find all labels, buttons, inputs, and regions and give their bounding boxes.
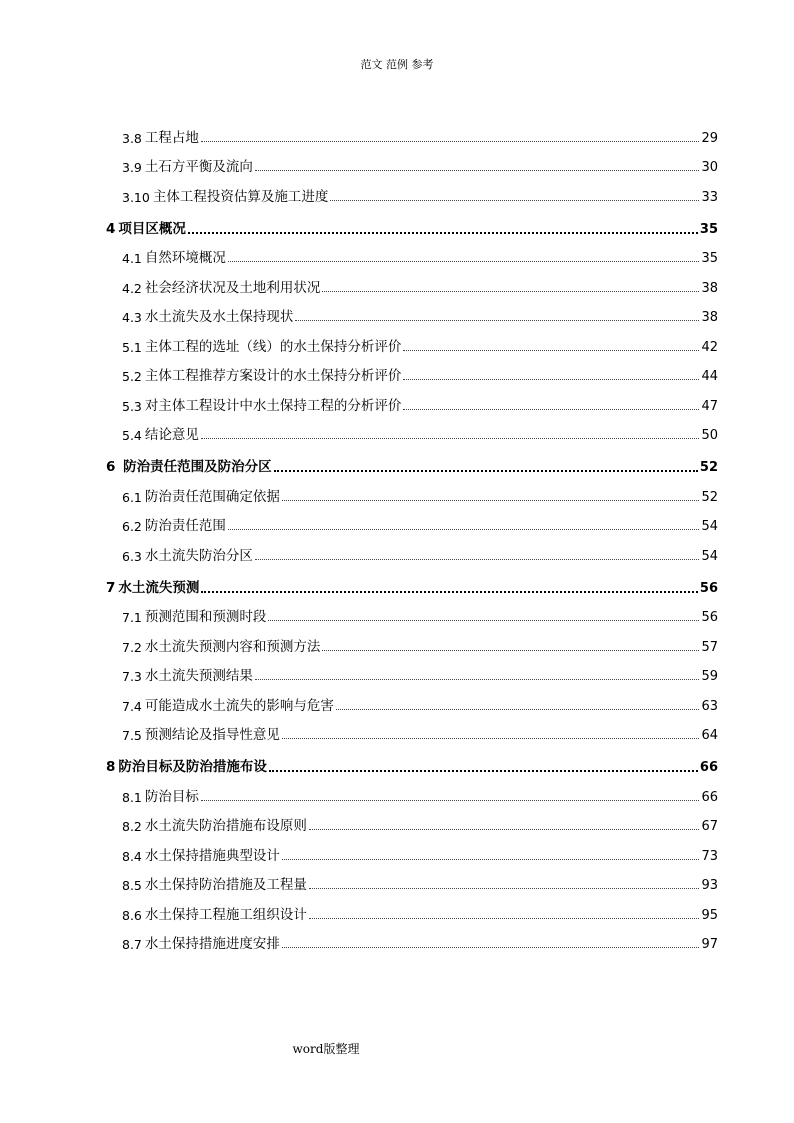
toc-entry-title: 可能造成水土流失的影响与危害 xyxy=(144,697,334,714)
toc-entry-number: 7.1 xyxy=(122,610,142,625)
toc-page-number: 35 xyxy=(699,221,718,237)
toc-dot-leader xyxy=(188,232,698,234)
toc-entry-title: 工程占地 xyxy=(144,129,199,146)
toc-dot-leader xyxy=(268,620,699,621)
toc-section-entry[interactable] xyxy=(106,596,718,626)
toc-dot-leader xyxy=(403,409,699,410)
toc-section-entry[interactable] xyxy=(106,116,718,146)
toc-section-entry[interactable] xyxy=(106,775,718,805)
toc-entry-number: 7.3 xyxy=(122,669,142,684)
toc-entry-number: 8.6 xyxy=(122,907,142,923)
toc-dot-leader xyxy=(336,709,700,710)
toc-entry-title: 水土流失预测结果 xyxy=(144,668,253,684)
toc-entry-number: 4 xyxy=(106,220,116,237)
toc-dot-leader xyxy=(330,200,699,201)
toc-entry-number: 6.3 xyxy=(122,548,142,564)
toc-entry-number: 6.2 xyxy=(122,519,142,534)
toc-entry-title: 结论意见 xyxy=(144,427,199,443)
toc-page-number: 54 xyxy=(701,519,718,534)
toc-page-number: 54 xyxy=(701,548,718,564)
toc-entry-title: 自然环境概况 xyxy=(144,250,226,266)
toc-dot-leader xyxy=(282,500,700,501)
toc-dot-leader xyxy=(282,738,700,739)
toc-entry-title: 预测结论及指导性意见 xyxy=(144,727,280,743)
toc-page-number: 66 xyxy=(701,789,718,805)
toc-entry-number: 4.1 xyxy=(122,251,142,266)
toc-section-entry[interactable] xyxy=(106,923,718,953)
toc-entry-title: 土石方平衡及流向 xyxy=(144,159,253,175)
toc-page-number: 73 xyxy=(701,848,718,864)
toc-section-entry[interactable] xyxy=(106,805,718,835)
toc-chapter-entry[interactable] xyxy=(106,205,718,237)
toc-dot-leader xyxy=(295,320,699,321)
toc-entry-number: 5.3 xyxy=(122,398,142,414)
toc-section-entry[interactable] xyxy=(106,266,718,296)
toc-entry-number: 6.1 xyxy=(122,489,142,505)
toc-dot-leader xyxy=(322,291,699,292)
toc-section-entry[interactable] xyxy=(106,384,718,414)
toc-dot-leader xyxy=(309,918,700,919)
toc-entry-title: 防治责任范围 xyxy=(144,518,226,534)
toc-entry-title: 社会经济状况及土地利用状况 xyxy=(144,279,321,296)
table-of-contents xyxy=(106,116,718,952)
toc-dot-leader xyxy=(228,261,700,262)
toc-entry-number: 8.2 xyxy=(122,819,142,834)
toc-entry-number: 3.9 xyxy=(122,160,142,175)
toc-entry-title: 防治责任范围及防治分区 xyxy=(118,459,272,475)
toc-entry-title: 主体工程推荐方案设计的水土保持分析评价 xyxy=(144,368,402,384)
toc-entry-number: 5.1 xyxy=(122,339,142,355)
toc-entry-title: 水土保持工程施工组织设计 xyxy=(144,906,307,923)
toc-entry-number: 5.4 xyxy=(122,428,142,443)
toc-entry-number: 5.2 xyxy=(122,369,142,384)
toc-page-number: 47 xyxy=(701,398,718,414)
toc-entry-title: 水土流失及水土保持现状 xyxy=(144,309,294,325)
toc-entry-title: 对主体工程设计中水土保持工程的分析评价 xyxy=(144,397,402,414)
toc-entry-title: 水土流失预测内容和预测方法 xyxy=(144,638,321,655)
toc-section-entry[interactable] xyxy=(106,296,718,326)
toc-chapter-entry[interactable] xyxy=(106,443,718,475)
toc-dot-leader xyxy=(201,800,700,801)
page-footer: word版整理 xyxy=(292,1042,360,1056)
toc-dot-leader xyxy=(269,770,698,772)
toc-dot-leader xyxy=(228,529,700,530)
toc-chapter-entry[interactable] xyxy=(106,743,718,775)
toc-section-entry[interactable] xyxy=(106,625,718,655)
toc-page-number: 63 xyxy=(701,698,718,714)
toc-section-entry[interactable] xyxy=(106,237,718,267)
toc-page-number: 57 xyxy=(701,639,718,655)
toc-section-entry[interactable] xyxy=(106,893,718,923)
toc-dot-leader xyxy=(255,679,700,680)
toc-section-entry[interactable] xyxy=(106,475,718,505)
toc-dot-leader xyxy=(274,470,698,472)
toc-page-number: 42 xyxy=(701,339,718,355)
toc-section-entry[interactable] xyxy=(106,714,718,744)
toc-page-number: 56 xyxy=(699,580,718,596)
toc-page-number: 67 xyxy=(701,819,718,834)
toc-entry-number: 7.5 xyxy=(122,728,142,743)
toc-dot-leader xyxy=(201,591,698,593)
toc-entry-number: 4.3 xyxy=(122,310,142,325)
toc-page-number: 33 xyxy=(701,189,718,205)
toc-dot-leader xyxy=(201,141,700,142)
toc-entry-title: 水土流失防治措施布设原则 xyxy=(144,818,307,834)
toc-entry-number: 8.1 xyxy=(122,789,142,805)
toc-page-number: 93 xyxy=(701,878,718,893)
toc-page-number: 44 xyxy=(701,369,718,384)
toc-dot-leader xyxy=(322,650,699,651)
toc-dot-leader xyxy=(282,947,700,948)
toc-dot-leader xyxy=(201,438,700,439)
toc-page-number: 66 xyxy=(699,760,718,775)
toc-entry-number: 4.2 xyxy=(122,280,142,296)
toc-section-entry[interactable] xyxy=(106,325,718,355)
toc-section-entry[interactable] xyxy=(106,355,718,385)
toc-section-entry[interactable] xyxy=(106,534,718,564)
toc-entry-number: 8.5 xyxy=(122,878,142,893)
toc-dot-leader xyxy=(309,888,700,889)
toc-dot-leader xyxy=(403,350,699,351)
toc-entry-title: 水土保持措施进度安排 xyxy=(144,936,280,952)
toc-dot-leader xyxy=(403,379,699,380)
toc-entry-number: 7.2 xyxy=(122,639,142,655)
toc-entry-title: 主体工程投资估算及施工进度 xyxy=(152,188,329,205)
toc-page-number: 50 xyxy=(701,428,718,443)
toc-entry-title: 防治目标及防治措施布设 xyxy=(118,759,267,775)
toc-entry-title: 防治目标 xyxy=(144,788,199,805)
toc-page-number: 38 xyxy=(701,310,718,325)
toc-dot-leader xyxy=(282,859,700,860)
toc-entry-number: 7.4 xyxy=(122,698,142,714)
toc-page-number: 52 xyxy=(701,489,718,505)
toc-section-entry[interactable] xyxy=(106,684,718,714)
page-header: 范文 范例 参考 xyxy=(360,58,434,71)
toc-entry-title: 防治责任范围确定依据 xyxy=(144,488,280,505)
toc-page-number: 29 xyxy=(701,130,718,146)
toc-section-entry[interactable] xyxy=(106,414,718,444)
toc-section-entry[interactable] xyxy=(106,505,718,535)
toc-page-number: 35 xyxy=(701,251,718,266)
toc-section-entry[interactable] xyxy=(106,864,718,894)
toc-entry-title: 预测范围和预测时段 xyxy=(144,609,267,625)
toc-dot-leader xyxy=(255,559,700,560)
toc-entry-number: 3.10 xyxy=(122,189,150,205)
toc-chapter-entry[interactable] xyxy=(106,564,718,596)
toc-section-entry[interactable] xyxy=(106,146,718,176)
toc-entry-title: 主体工程的选址（线）的水土保持分析评价 xyxy=(144,338,402,355)
toc-entry-title: 水土保持防治措施及工程量 xyxy=(144,877,307,893)
toc-dot-leader xyxy=(309,829,700,830)
toc-entry-number: 8 xyxy=(106,759,116,775)
toc-section-entry[interactable] xyxy=(106,655,718,685)
toc-section-entry[interactable] xyxy=(106,834,718,864)
toc-section-entry[interactable] xyxy=(106,175,718,205)
toc-page-number: 52 xyxy=(699,460,718,475)
toc-entry-title: 水土流失防治分区 xyxy=(144,547,253,564)
toc-entry-number: 7 xyxy=(106,579,116,596)
toc-page-number: 30 xyxy=(701,160,718,175)
toc-entry-title: 水土保持措施典型设计 xyxy=(144,847,280,864)
toc-page-number: 64 xyxy=(701,728,718,743)
toc-entry-number: 3.8 xyxy=(122,130,142,146)
toc-entry-title: 项目区概况 xyxy=(118,220,186,237)
toc-entry-number: 8.4 xyxy=(122,848,142,864)
toc-entry-title: 水土流失预测 xyxy=(118,579,200,596)
toc-page-number: 97 xyxy=(701,937,718,952)
toc-entry-number: 8.7 xyxy=(122,937,142,952)
toc-page-number: 59 xyxy=(701,669,718,684)
toc-page-number: 38 xyxy=(701,280,718,296)
toc-page-number: 95 xyxy=(701,907,718,923)
toc-page-number: 56 xyxy=(701,610,718,625)
toc-dot-leader xyxy=(255,170,700,171)
toc-entry-number: 6 xyxy=(106,459,116,475)
